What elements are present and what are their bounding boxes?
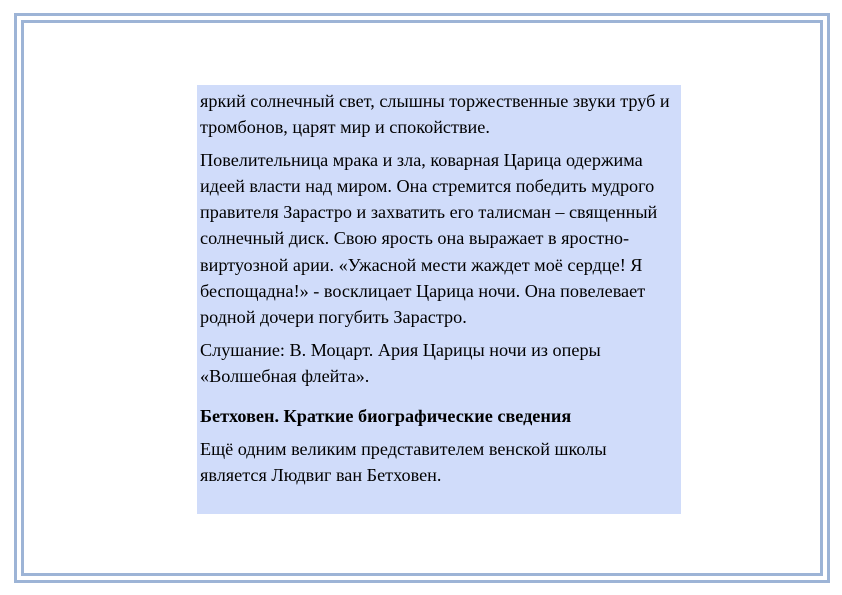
paragraph-listening: Слушание: В. Моцарт. Ария Царицы ночи из оперы «Волшебная флейта». (200, 339, 601, 386)
slide-text-block (197, 85, 681, 514)
paragraph-beethoven: Ещё одним великим представителем венской школы является Людвиг ван Бетховен. (200, 438, 607, 485)
paragraph-queen-of-night: Повелительница мрака и зла, коварная Царица одержима идеей власти над миром. Она стремится победить мудрого правителя Зарастро и захватить его талисман – священный солнечный диск. Свою ярость она выражает в яростно-виртуозной арии. «Ужасной мести жаждет моё сердце! Я беспощадна!» - восклицает Царица ночи. Она повелевает родной дочери погубить Зарастро. (200, 149, 658, 328)
section-heading: Бетховен. Краткие биографические сведения (200, 406, 572, 427)
paragraph-intro: яркий солнечный свет, слышны торжественные звуки труб и тромбонов, царят мир и спокойствие. (200, 91, 670, 138)
